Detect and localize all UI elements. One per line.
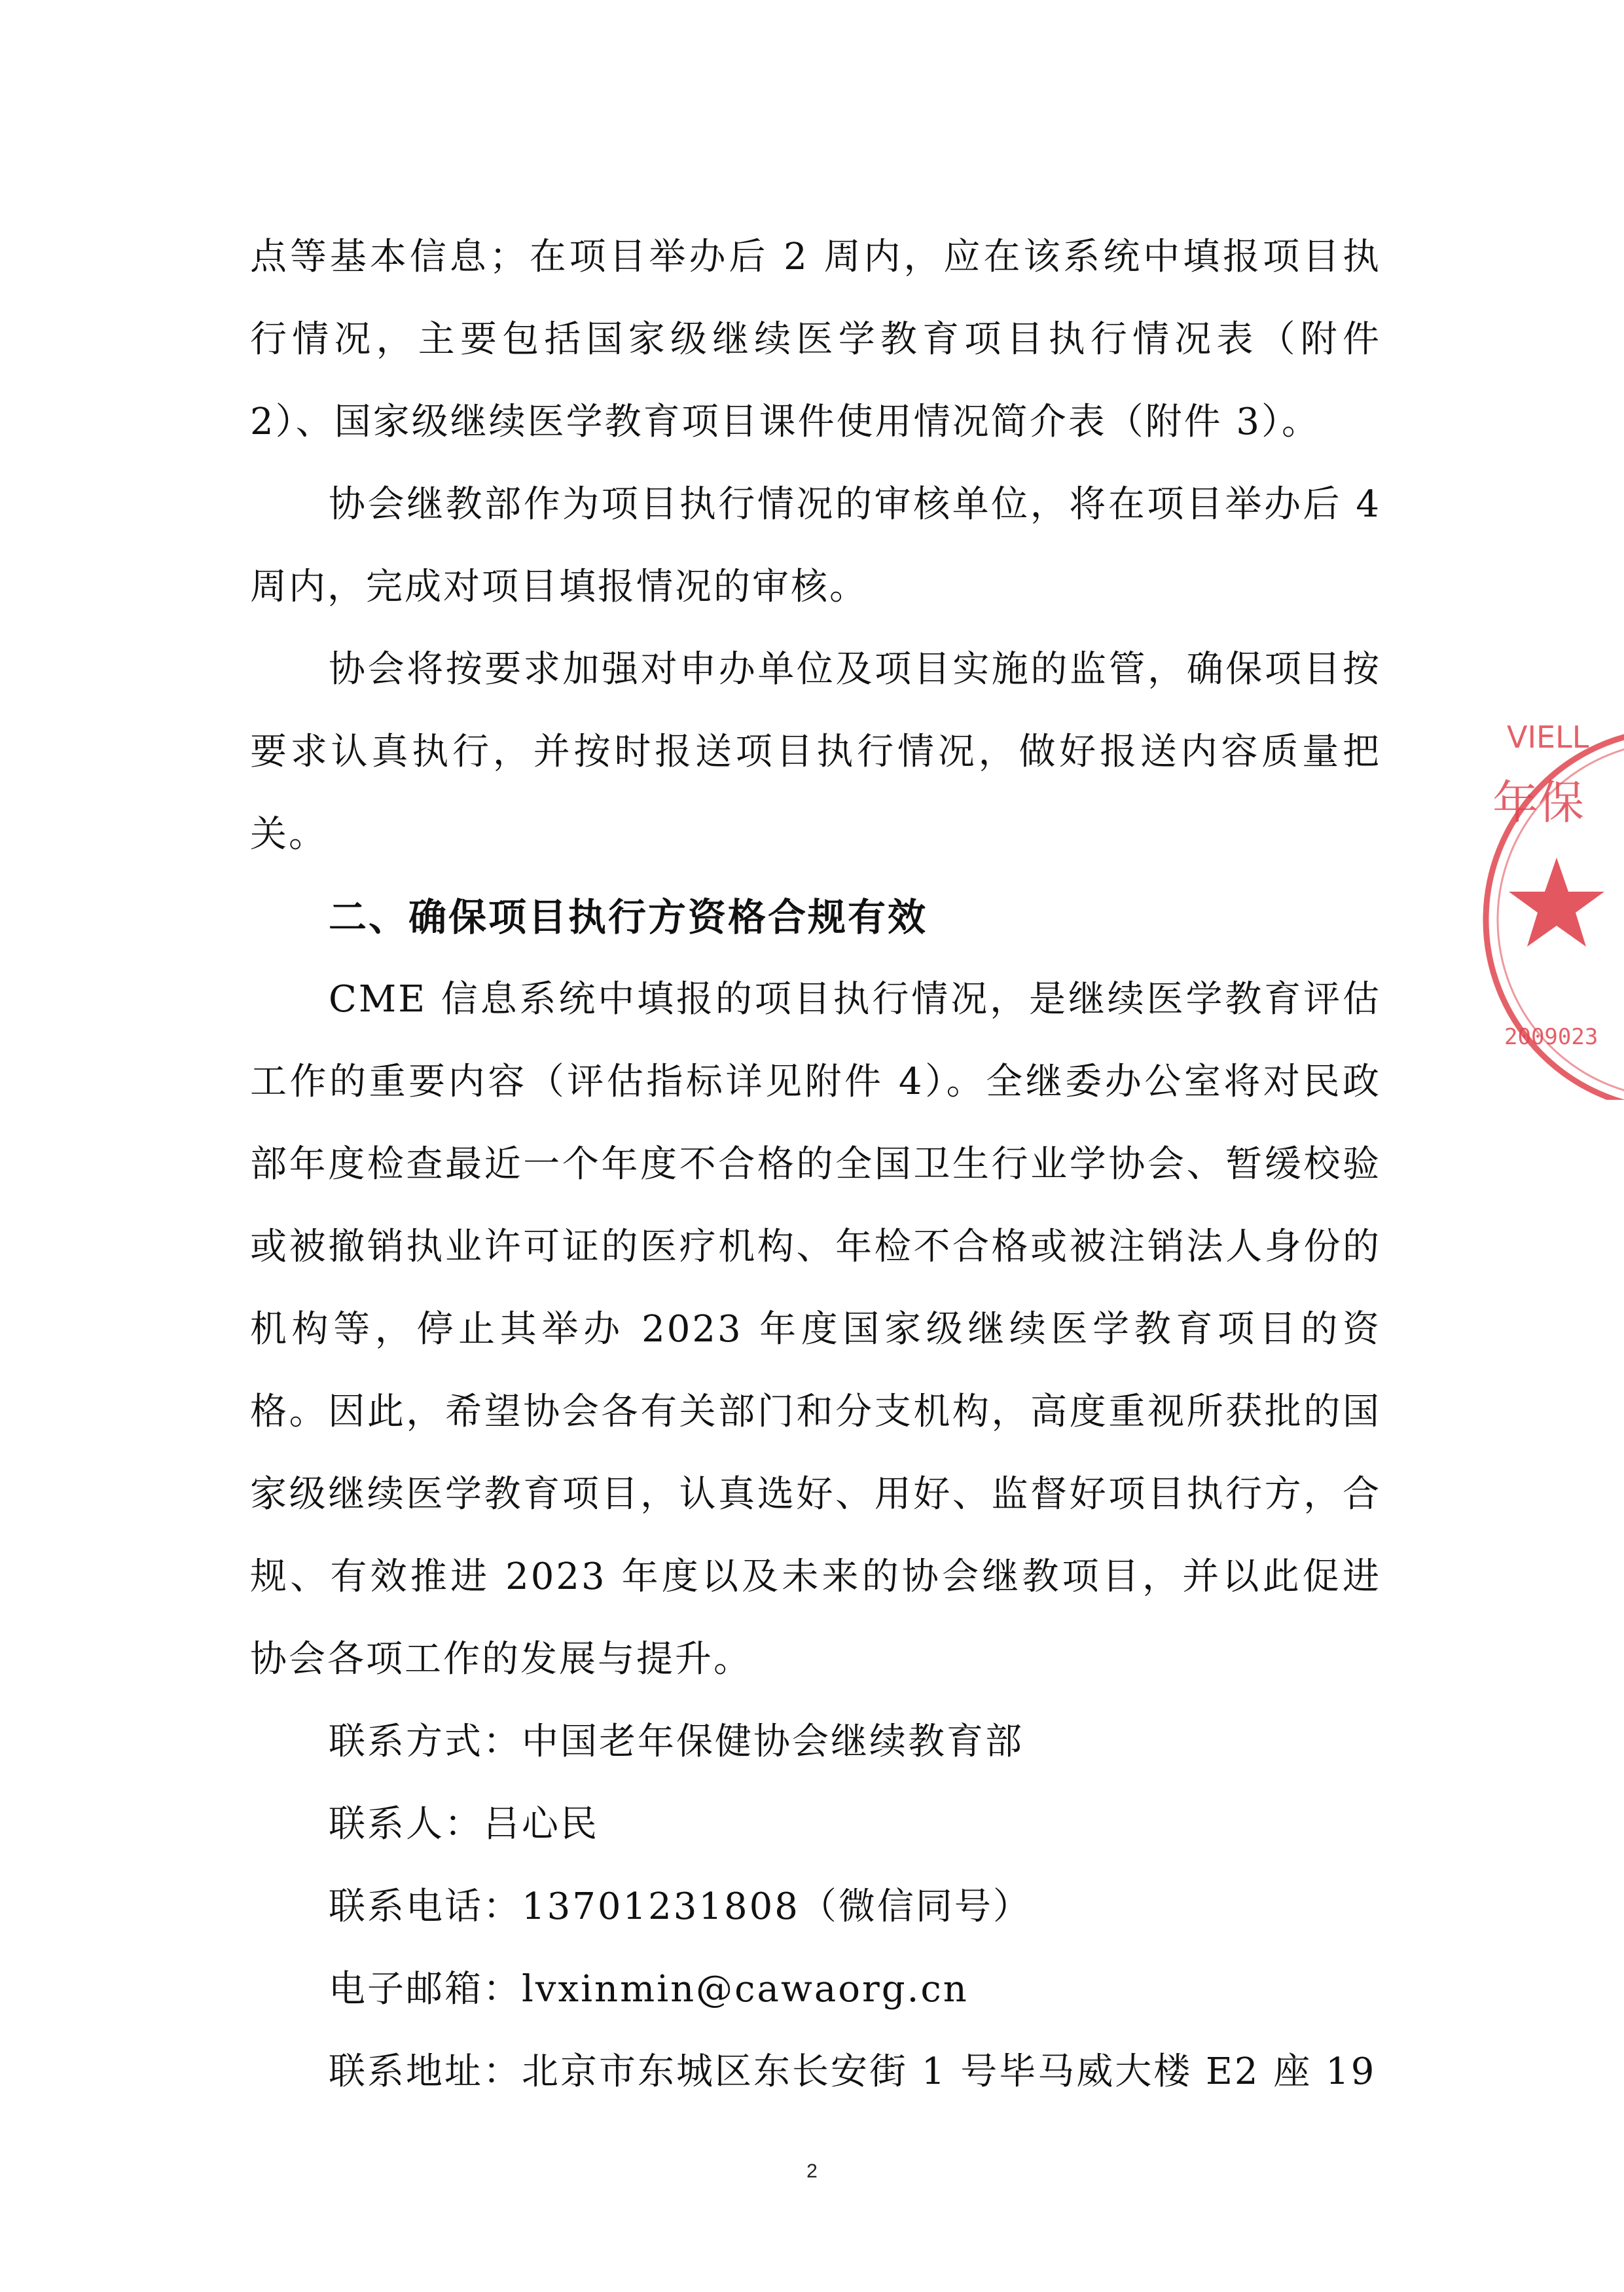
seal-text-middle: 年保: [1492, 776, 1584, 829]
paragraph-supervision: 协会将按要求加强对申办单位及项目实施的监管，确保项目按要求认真执行，并按时报送项目执行情况，做好报送内容质量把关。: [250, 648, 1381, 856]
contact-method: 联系方式：中国老年保健协会继续教育部: [329, 1720, 1024, 1763]
official-seal-stamp: [1473, 694, 1624, 1100]
contact-email: 电子邮箱：lvxinmin@cawaorg.cn: [329, 1968, 969, 2010]
paragraph-execution-report: 点等基本信息；在项目举办后 2 周内，应在该系统中填报项目执行情况，主要包括国家级继续医学教育项目执行情况表（附件 2）、国家级继续医学教育项目课件使用情况简介表（附件 3）。: [250, 236, 1381, 443]
paragraph-qualification: CME 信息系统中填报的项目执行情况，是继续医学教育评估工作的重要内容（评估指标详见附件 4）。全继委办公室将对民政部年度检查最近一个年度不合格的全国卫生行业学协会、暂缓校验或被撤销执业许可证的医疗机构、年检不合格或被注销法人身份的机构等，停止其举办 2023 年度国家级继续医学教育项目的资格。因此，希望协会各有关部门和分支机构，高度重视所获批的国家级继续医学教育项目，认真选好、用好、监督好项目执行方，合规、有效推进 2023 年度以及未来的协会继教项目，并以此促进协会各项工作的发展与提升。: [250, 978, 1381, 1681]
contact-person: 联系人：吕心民: [329, 1803, 599, 1846]
seal-graphic: [1473, 694, 1624, 1100]
seal-text-top: VIELL: [1507, 719, 1589, 755]
contact-address: 联系地址：北京市东城区东长安街 1 号毕马威大楼 E2 座 19: [329, 2050, 1377, 2093]
page-number: 2: [806, 2160, 818, 2182]
seal-star-icon: [1509, 858, 1604, 947]
section-heading: 二、确保项目执行方资格合规有效: [329, 895, 928, 939]
document-body: [250, 216, 1381, 2113]
seal-text-bottom: 2009023: [1504, 1024, 1598, 1050]
contact-phone: 联系电话：13701231808（微信同号）: [329, 1885, 1032, 1928]
paragraph-review-unit: 协会继教部作为项目执行情况的审核单位，将在项目举办后 4 周内，完成对项目填报情况的审核。: [250, 483, 1381, 608]
